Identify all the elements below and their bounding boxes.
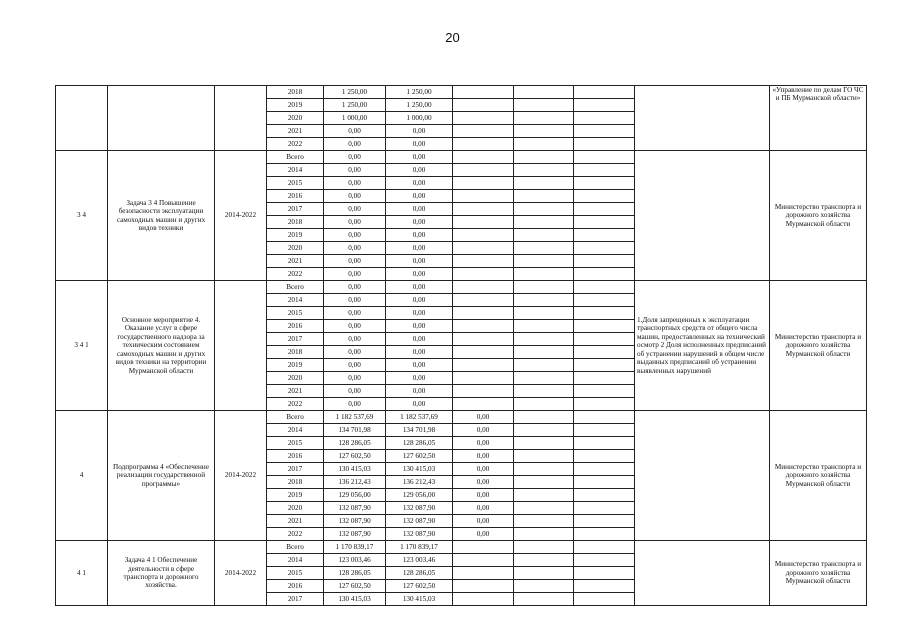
federal-budget-cell [453,125,514,138]
other-sources-cell [574,580,635,593]
regional-budget-cell: 0,00 [386,294,453,307]
regional-budget-cell: 0,00 [386,333,453,346]
local-budget-cell [514,177,574,190]
regional-budget-cell: 0,00 [386,307,453,320]
total-cell: 134 701,98 [324,424,386,437]
federal-budget-cell [453,398,514,411]
federal-budget-cell [453,229,514,242]
federal-budget-cell [453,138,514,151]
regional-budget-cell: 130 415,03 [386,463,453,476]
regional-budget-cell: 0,00 [386,164,453,177]
program-table [55,85,867,606]
local-budget-cell [514,528,574,541]
federal-budget-cell: 0,00 [453,463,514,476]
total-cell: 130 415,03 [324,463,386,476]
total-cell: 0,00 [324,346,386,359]
total-cell: 0,00 [324,216,386,229]
item-name-cell: Задача 3 4 Повышение безопасности эксплуатации самоходных машин и других видов техники [108,151,215,281]
other-sources-cell [574,255,635,268]
other-sources-cell [574,398,635,411]
period-cell: 2014-2022 [215,411,267,541]
local-budget-cell [514,424,574,437]
executor-cell: Министерство транспорта и дорожного хозяйства Мурманской области [770,281,867,411]
regional-budget-cell: 0,00 [386,255,453,268]
total-cell: 0,00 [324,125,386,138]
year-cell: 2014 [267,294,324,307]
executor-cell: Министерство транспорта и дорожного хозяйства Мурманской области [770,411,867,541]
other-sources-cell [574,372,635,385]
total-cell: 1 182 537,69 [324,411,386,424]
regional-budget-cell: 132 087,90 [386,502,453,515]
year-cell: 2018 [267,216,324,229]
federal-budget-cell: 0,00 [453,489,514,502]
local-budget-cell [514,281,574,294]
federal-budget-cell [453,567,514,580]
regional-budget-cell: 0,00 [386,398,453,411]
federal-budget-cell: 0,00 [453,450,514,463]
year-cell: 2020 [267,372,324,385]
federal-budget-cell [453,268,514,281]
other-sources-cell [574,177,635,190]
total-cell: 0,00 [324,398,386,411]
federal-budget-cell [453,164,514,177]
other-sources-cell [574,411,635,424]
other-sources-cell [574,515,635,528]
year-cell: 2022 [267,138,324,151]
regional-budget-cell: 0,00 [386,268,453,281]
local-budget-cell [514,385,574,398]
total-cell: 0,00 [324,242,386,255]
year-cell: 2016 [267,580,324,593]
total-cell: 128 286,05 [324,567,386,580]
page-number: 20 [445,30,460,45]
federal-budget-cell [453,86,514,99]
year-cell: Всего [267,541,324,554]
total-cell: 0,00 [324,229,386,242]
item-name-cell [108,86,215,151]
indicator-cell [635,541,770,606]
indicator-cell [635,151,770,281]
federal-budget-cell [453,190,514,203]
local-budget-cell [514,489,574,502]
other-sources-cell [574,86,635,99]
executor-cell: Министерство транспорта и дорожного хозяйства Мурманской области [770,541,867,606]
regional-budget-cell: 0,00 [386,203,453,216]
regional-budget-cell: 127 602,50 [386,580,453,593]
federal-budget-cell [453,541,514,554]
federal-budget-cell [453,112,514,125]
total-cell: 1 170 839,17 [324,541,386,554]
regional-budget-cell: 134 701,98 [386,424,453,437]
local-budget-cell [514,593,574,606]
year-cell: 2022 [267,528,324,541]
local-budget-cell [514,86,574,99]
total-cell: 0,00 [324,255,386,268]
item-number-cell: 4 1 [56,541,108,606]
regional-budget-cell: 0,00 [386,177,453,190]
other-sources-cell [574,138,635,151]
local-budget-cell [514,398,574,411]
item-number-cell: 3 4 [56,151,108,281]
regional-budget-cell: 132 087,90 [386,528,453,541]
other-sources-cell [574,164,635,177]
other-sources-cell [574,463,635,476]
year-cell: 2015 [267,177,324,190]
regional-budget-cell: 0,00 [386,281,453,294]
regional-budget-cell: 0,00 [386,372,453,385]
total-cell: 132 087,90 [324,528,386,541]
regional-budget-cell: 1 250,00 [386,99,453,112]
federal-budget-cell [453,177,514,190]
regional-budget-cell: 0,00 [386,151,453,164]
item-name-cell: Задача 4 1 Обеспечение деятельности в сфере транспорта и дорожного хозяйства. [108,541,215,606]
total-cell: 0,00 [324,320,386,333]
federal-budget-cell [453,216,514,229]
year-cell: 2020 [267,242,324,255]
year-cell: 2018 [267,346,324,359]
year-cell: 2014 [267,424,324,437]
local-budget-cell [514,541,574,554]
local-budget-cell [514,580,574,593]
period-cell [215,86,267,151]
regional-budget-cell: 0,00 [386,190,453,203]
regional-budget-cell: 0,00 [386,216,453,229]
local-budget-cell [514,99,574,112]
federal-budget-cell [453,255,514,268]
year-cell: 2017 [267,203,324,216]
year-cell: 2020 [267,112,324,125]
year-cell: 2019 [267,489,324,502]
local-budget-cell [514,567,574,580]
year-cell: 2019 [267,229,324,242]
other-sources-cell [574,320,635,333]
other-sources-cell [574,476,635,489]
local-budget-cell [514,411,574,424]
year-cell: Всего [267,281,324,294]
federal-budget-cell [453,99,514,112]
other-sources-cell [574,489,635,502]
item-number-cell: 3 4 1 [56,281,108,411]
table-row [56,151,867,164]
total-cell: 0,00 [324,268,386,281]
federal-budget-cell [453,593,514,606]
federal-budget-cell [453,554,514,567]
year-cell: 2014 [267,554,324,567]
local-budget-cell [514,476,574,489]
federal-budget-cell [453,294,514,307]
local-budget-cell [514,112,574,125]
total-cell: 0,00 [324,281,386,294]
local-budget-cell [514,502,574,515]
item-number-cell: 4 [56,411,108,541]
regional-budget-cell: 1 000,00 [386,112,453,125]
regional-budget-cell: 0,00 [386,242,453,255]
year-cell: 2016 [267,450,324,463]
year-cell: 2021 [267,385,324,398]
regional-budget-cell: 0,00 [386,359,453,372]
year-cell: 2019 [267,99,324,112]
local-budget-cell [514,359,574,372]
federal-budget-cell: 0,00 [453,411,514,424]
total-cell: 0,00 [324,385,386,398]
federal-budget-cell: 0,00 [453,437,514,450]
other-sources-cell [574,359,635,372]
year-cell: Всего [267,151,324,164]
total-cell: 1 250,00 [324,86,386,99]
regional-budget-cell: 1 170 839,17 [386,541,453,554]
total-cell: 0,00 [324,372,386,385]
federal-budget-cell: 0,00 [453,528,514,541]
other-sources-cell [574,528,635,541]
local-budget-cell [514,437,574,450]
regional-budget-cell: 128 286,05 [386,567,453,580]
period-cell: 2014-2022 [215,151,267,281]
federal-budget-cell [453,359,514,372]
year-cell: Всего [267,411,324,424]
regional-budget-cell: 127 602,50 [386,450,453,463]
table-row [56,86,867,99]
total-cell: 0,00 [324,359,386,372]
table-row [56,411,867,424]
regional-budget-cell: 0,00 [386,385,453,398]
total-cell: 0,00 [324,307,386,320]
local-budget-cell [514,255,574,268]
federal-budget-cell: 0,00 [453,515,514,528]
total-cell: 132 087,90 [324,515,386,528]
indicator-cell [635,86,770,151]
local-budget-cell [514,463,574,476]
year-cell: 2021 [267,255,324,268]
total-cell: 0,00 [324,333,386,346]
item-name-cell: Основное мероприятие 4. Оказание услуг в сфере государственного надзора за техническим состоянием самоходных машин и других видов техники на территории Мурманской области [108,281,215,411]
regional-budget-cell: 132 087,90 [386,515,453,528]
year-cell: 2020 [267,502,324,515]
regional-budget-cell: 0,00 [386,138,453,151]
year-cell: 2017 [267,333,324,346]
other-sources-cell [574,229,635,242]
local-budget-cell [514,229,574,242]
local-budget-cell [514,294,574,307]
regional-budget-cell: 0,00 [386,125,453,138]
local-budget-cell [514,333,574,346]
federal-budget-cell [453,346,514,359]
federal-budget-cell [453,385,514,398]
regional-budget-cell: 0,00 [386,346,453,359]
other-sources-cell [574,333,635,346]
local-budget-cell [514,554,574,567]
total-cell: 132 087,90 [324,502,386,515]
regional-budget-cell: 1 250,00 [386,86,453,99]
table-row [56,281,867,294]
local-budget-cell [514,515,574,528]
other-sources-cell [574,385,635,398]
year-cell: 2021 [267,125,324,138]
total-cell: 127 602,50 [324,580,386,593]
year-cell: 2017 [267,593,324,606]
local-budget-cell [514,268,574,281]
local-budget-cell [514,203,574,216]
federal-budget-cell [453,203,514,216]
year-cell: 2015 [267,567,324,580]
item-number-cell [56,86,108,151]
other-sources-cell [574,125,635,138]
year-cell: 2022 [267,268,324,281]
total-cell: 128 286,05 [324,437,386,450]
year-cell: 2019 [267,359,324,372]
year-cell: 2018 [267,476,324,489]
other-sources-cell [574,450,635,463]
other-sources-cell [574,190,635,203]
year-cell: 2016 [267,190,324,203]
regional-budget-cell: 0,00 [386,229,453,242]
federal-budget-cell: 0,00 [453,424,514,437]
other-sources-cell [574,346,635,359]
regional-budget-cell: 0,00 [386,320,453,333]
total-cell: 0,00 [324,164,386,177]
local-budget-cell [514,372,574,385]
year-cell: 2015 [267,437,324,450]
other-sources-cell [574,242,635,255]
regional-budget-cell: 123 003,46 [386,554,453,567]
local-budget-cell [514,242,574,255]
year-cell: 2016 [267,320,324,333]
regional-budget-cell: 128 286,05 [386,437,453,450]
executor-cell: «Управление по делам ГО ЧС и ПБ Мурманской области» [770,86,867,151]
local-budget-cell [514,450,574,463]
federal-budget-cell [453,320,514,333]
period-cell [215,281,267,411]
total-cell: 129 056,00 [324,489,386,502]
year-cell: 2014 [267,164,324,177]
other-sources-cell [574,424,635,437]
other-sources-cell [574,151,635,164]
total-cell: 136 212,43 [324,476,386,489]
local-budget-cell [514,216,574,229]
regional-budget-cell: 130 415,03 [386,593,453,606]
local-budget-cell [514,164,574,177]
total-cell: 123 003,46 [324,554,386,567]
total-cell: 1 000,00 [324,112,386,125]
indicator-cell [635,411,770,541]
other-sources-cell [574,203,635,216]
other-sources-cell [574,554,635,567]
other-sources-cell [574,112,635,125]
item-name-cell: Подпрограмма 4 «Обеспечение реализации государственной программы» [108,411,215,541]
year-cell: 2021 [267,515,324,528]
other-sources-cell [574,281,635,294]
other-sources-cell [574,437,635,450]
federal-budget-cell [453,333,514,346]
local-budget-cell [514,151,574,164]
total-cell: 0,00 [324,190,386,203]
local-budget-cell [514,125,574,138]
federal-budget-cell: 0,00 [453,476,514,489]
federal-budget-cell [453,307,514,320]
table-row [56,541,867,554]
other-sources-cell [574,593,635,606]
other-sources-cell [574,567,635,580]
other-sources-cell [574,216,635,229]
federal-budget-cell [453,242,514,255]
total-cell: 0,00 [324,138,386,151]
total-cell: 127 602,50 [324,450,386,463]
indicator-cell: 1.Доля запрещенных к эксплуатации транспортных средств от общего числа машин, предоставленных на технический осмотр 2 Доля исполненных предписаний об устранении нарушений в общем числе выданных предписаний об устранении выявленных нарушений [635,281,770,411]
other-sources-cell [574,307,635,320]
regional-budget-cell: 1 182 537,69 [386,411,453,424]
year-cell: 2015 [267,307,324,320]
federal-budget-cell [453,372,514,385]
local-budget-cell [514,138,574,151]
local-budget-cell [514,346,574,359]
total-cell: 1 250,00 [324,99,386,112]
local-budget-cell [514,307,574,320]
other-sources-cell [574,294,635,307]
year-cell: 2018 [267,86,324,99]
regional-budget-cell: 136 212,43 [386,476,453,489]
other-sources-cell [574,268,635,281]
other-sources-cell [574,502,635,515]
year-cell: 2017 [267,463,324,476]
total-cell: 0,00 [324,203,386,216]
total-cell: 130 415,03 [324,593,386,606]
other-sources-cell [574,541,635,554]
year-cell: 2022 [267,398,324,411]
local-budget-cell [514,320,574,333]
federal-budget-cell: 0,00 [453,502,514,515]
regional-budget-cell: 129 056,00 [386,489,453,502]
federal-budget-cell [453,580,514,593]
federal-budget-cell [453,281,514,294]
executor-cell: Министерство транспорта и дорожного хозяйства Мурманской области [770,151,867,281]
federal-budget-cell [453,151,514,164]
period-cell: 2014-2022 [215,541,267,606]
total-cell: 0,00 [324,294,386,307]
total-cell: 0,00 [324,177,386,190]
total-cell: 0,00 [324,151,386,164]
other-sources-cell [574,99,635,112]
local-budget-cell [514,190,574,203]
